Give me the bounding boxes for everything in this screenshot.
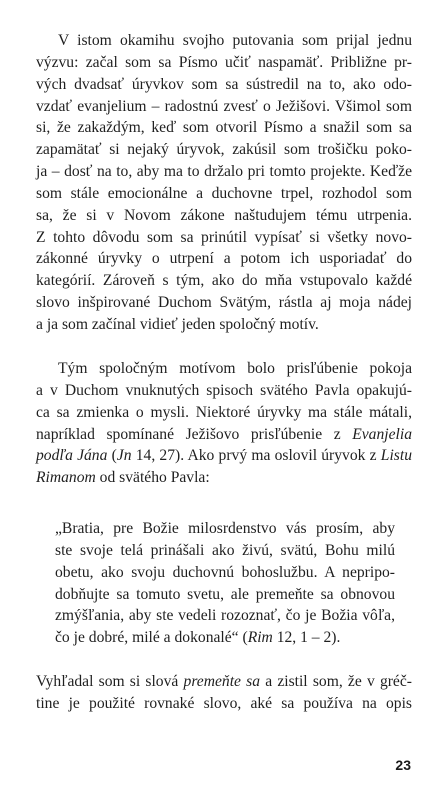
text-line: a v Duchom vnuknutých spisoch svätého Pavla opakujú- bbox=[36, 381, 412, 399]
text-line bbox=[36, 671, 412, 693]
quote-line: obetu, ako svoju duchovnú bohoslužbu. A nepripo- bbox=[55, 563, 395, 581]
text-line: si, že zakaždým, keď som otvoril Písmo a snažil som sa bbox=[36, 119, 412, 137]
paragraph-1 bbox=[36, 30, 412, 336]
text-line: vzdať evanjelium – radostnú zvesť o Ježišovi. Všimol som bbox=[36, 97, 412, 115]
text-line: zákonné úryvky o utrpení a potom ich usporiadať do bbox=[36, 250, 412, 268]
book-abbrev: Jn bbox=[116, 447, 132, 465]
quote-line: zmýšľania, aby ste vedeli rozoznať, čo je Božia vôľa, bbox=[55, 607, 395, 625]
text-line bbox=[36, 445, 412, 467]
quote-line: „Bratia, pre Božie milosrdenstvo vás prosím, aby bbox=[55, 520, 395, 537]
text-line: zapamätať si nejaký úryvok, zakúsil som trošičku poko- bbox=[36, 141, 412, 159]
text-run: Vyhľadal som si slová bbox=[36, 673, 184, 690]
text-run: napríklad spomínané Ježišovo prisľúbenie z bbox=[36, 425, 353, 443]
paragraph-2 bbox=[36, 358, 412, 489]
text-line: výzvu: začal som sa Písmo učiť naspamäť. Približne pr- bbox=[36, 53, 412, 71]
page-number: 23 bbox=[395, 757, 411, 773]
text-line: Tým spoločným motívom bolo prisľúbenie pokoja bbox=[58, 360, 412, 377]
text-run: od svätého Pavla: bbox=[95, 469, 210, 487]
text-line bbox=[36, 424, 412, 446]
text-line: V istom okamihu svojho putovania som prijal jednu bbox=[58, 32, 412, 49]
text-line: vých dvadsať úryvkov som sa sústredil na to, ako odo- bbox=[36, 75, 412, 93]
quote-line bbox=[55, 627, 395, 649]
text-line: tine je použité rovnaké slovo, aké sa používa na opis bbox=[36, 694, 412, 712]
text-line: ja – dosť na to, aby ma to držalo pri tomto projekte. Keďže bbox=[36, 163, 412, 181]
text-run: 12, 1 – 2). bbox=[272, 629, 341, 647]
text-run: 14, 27). Ako prvý ma oslovil úryvok z bbox=[131, 447, 381, 465]
text-run: čo je dobré, milé a dokonalé“ ( bbox=[55, 629, 248, 647]
book-title: Evanjelia bbox=[352, 425, 412, 443]
book-title: Rimanom bbox=[36, 469, 96, 487]
text-line bbox=[36, 467, 412, 489]
text-line: a ja som začínal vidieť jeden spoločný motív. bbox=[36, 315, 319, 333]
quote-line: dobňujte sa tomuto svetu, ale premeňte sa obnovou bbox=[55, 585, 395, 603]
text-run: ( bbox=[107, 447, 117, 465]
book-title: Listu bbox=[380, 447, 412, 465]
book-abbrev: Rim bbox=[247, 629, 273, 647]
text-line: som stále emocionálne a duchovne trpel, rozhodol som bbox=[36, 184, 412, 202]
emphasis: premeňte sa bbox=[183, 673, 261, 690]
text-line: Z tohto dôvodu som sa prinútil vypísať si všetky novo- bbox=[36, 228, 412, 246]
text-line: slovo inšpirované Duchom Svätým, rástla aj moja nádej bbox=[36, 294, 412, 312]
text-run: a zistil som, že v gréč- bbox=[260, 673, 412, 690]
paragraph-3 bbox=[36, 671, 412, 715]
book-title: podľa Jána bbox=[36, 447, 108, 465]
text-line: sa, že si v Novom zákone naštudujem tému utrpenia. bbox=[36, 206, 412, 224]
quote-line: ste svoje telá prinášali ako živú, svätú, Bohu milú bbox=[55, 541, 395, 559]
text-line: kategórií. Zároveň s tým, ako do mňa vstupovalo každé bbox=[36, 272, 412, 290]
block-quote bbox=[55, 518, 395, 649]
text-line: ca sa zmienka o mysli. Niektoré úryvky ma stále mátali, bbox=[36, 403, 412, 421]
